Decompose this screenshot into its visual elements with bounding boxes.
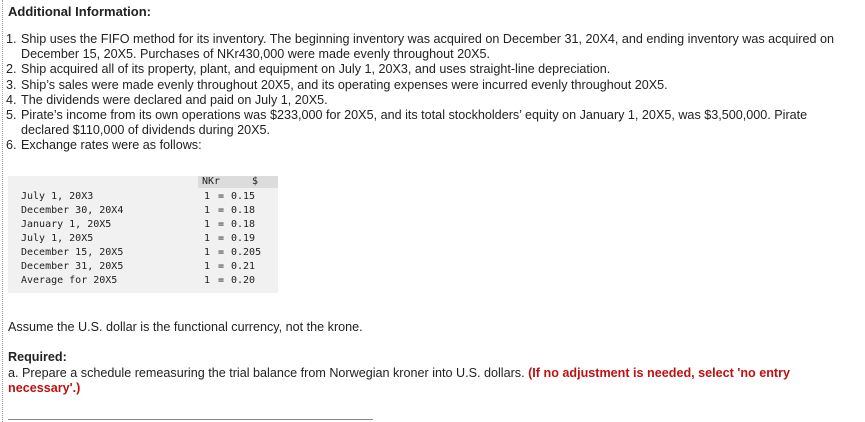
list-item-text: Exchange rates were as follows:	[21, 138, 202, 153]
required-label: Required:	[8, 350, 67, 364]
rate-value: 0.19	[231, 233, 256, 244]
list-item-text: Ship’s sales were made evenly throughout 20X5, and its operating expenses were incurred evenly throughout 20X5.	[21, 77, 668, 92]
task-text: a. Prepare a schedule remeasuring the trial balance from Norwegian kroner into U.S. dollars.	[8, 366, 529, 380]
list-item: 4. The dividends were declared and paid on July 1, 20X5.	[6, 93, 856, 108]
list-item-text: Ship uses the FIFO method for its inventory. The beginning inventory was acquired on December 31, 20X4, and ending inventory was acquired on December 15, 20X5. Purchases of NKr430,000 were made evenly throughout 20X5.	[21, 32, 834, 62]
task-hint: (If no adjustment is needed, select 'no entry necessary'.)	[8, 366, 791, 395]
list-item: 5. Pirate’s income from its own operations was $233,000 for 20X5, and its total stockholders’ equity on January 1, 20X5, was $3,500,000. Pirate declared $110,000 of dividends during 20X5.	[6, 108, 856, 138]
rate-date: December 31, 20X5	[21, 261, 124, 272]
rate-value: 0.205	[231, 247, 262, 258]
list-item: 2. Ship acquired all of its property, plant, and equipment on July 1, 20X3, and uses straight-line depreciation.	[6, 62, 856, 77]
rate-date: July 1, 20X5	[21, 233, 94, 244]
divider	[8, 419, 373, 420]
list-item-text: Pirate’s income from its own operations was $233,000 for 20X5, and its total stockholders’ equity on January 1, 20X5, was $3,500,000. Pirate declared $110,000 of dividends during 20X5.	[21, 108, 808, 138]
rate-value: 0.18	[231, 219, 256, 230]
rate-date: December 30, 20X4	[21, 205, 124, 216]
list-item: 3. Ship’s sales were made evenly throughout 20X5, and its operating expenses were incurred evenly throughout 20X5.	[6, 78, 856, 93]
task-instruction	[8, 366, 848, 396]
header-nkr: NKr	[202, 176, 221, 187]
exchange-rates-table	[8, 176, 278, 293]
rate-value: 0.20	[231, 275, 256, 286]
table-row: January 1, 20X5 1 = 0.18	[21, 219, 256, 230]
rate-value: 0.18	[231, 205, 256, 216]
info-list	[6, 32, 856, 154]
list-item: 1. Ship uses the FIFO method for its inventory. The beginning inventory was acquired on December 31, 20X4, and ending inventory was acquired on December 15, 20X5. Purchases of NKr430,000 were made evenly throughout 20X5.	[6, 32, 856, 62]
list-item: 6. Exchange rates were as follows:	[6, 138, 856, 153]
section-heading: Additional Information:	[8, 4, 151, 19]
table-row: December 31, 20X5 1 = 0.21	[21, 261, 256, 272]
assumption-text: Assume the U.S. dollar is the functional currency, not the krone.	[8, 320, 363, 334]
table-row: July 1, 20X3 1 = 0.15	[21, 191, 256, 202]
list-item-text: Ship acquired all of its property, plant, and equipment on July 1, 20X3, and uses straight-line depreciation.	[21, 62, 611, 77]
rate-date: July 1, 20X3	[21, 191, 94, 202]
rate-date: Average for 20X5	[21, 275, 118, 286]
rate-date: January 1, 20X5	[21, 219, 112, 230]
table-header	[8, 176, 278, 188]
table-row: July 1, 20X5 1 = 0.19	[21, 233, 256, 244]
rate-date: December 15, 20X5	[21, 247, 124, 258]
header-usd: $	[252, 176, 259, 187]
rate-value: 0.21	[231, 261, 256, 272]
rate-value: 0.15	[231, 191, 256, 202]
table-row: Average for 20X5 1 = 0.20	[21, 275, 256, 286]
table-row: December 15, 20X5 1 = 0.205	[21, 247, 262, 258]
list-item-text: The dividends were declared and paid on July 1, 20X5.	[21, 92, 328, 107]
table-row: December 30, 20X4 1 = 0.18	[21, 205, 256, 216]
